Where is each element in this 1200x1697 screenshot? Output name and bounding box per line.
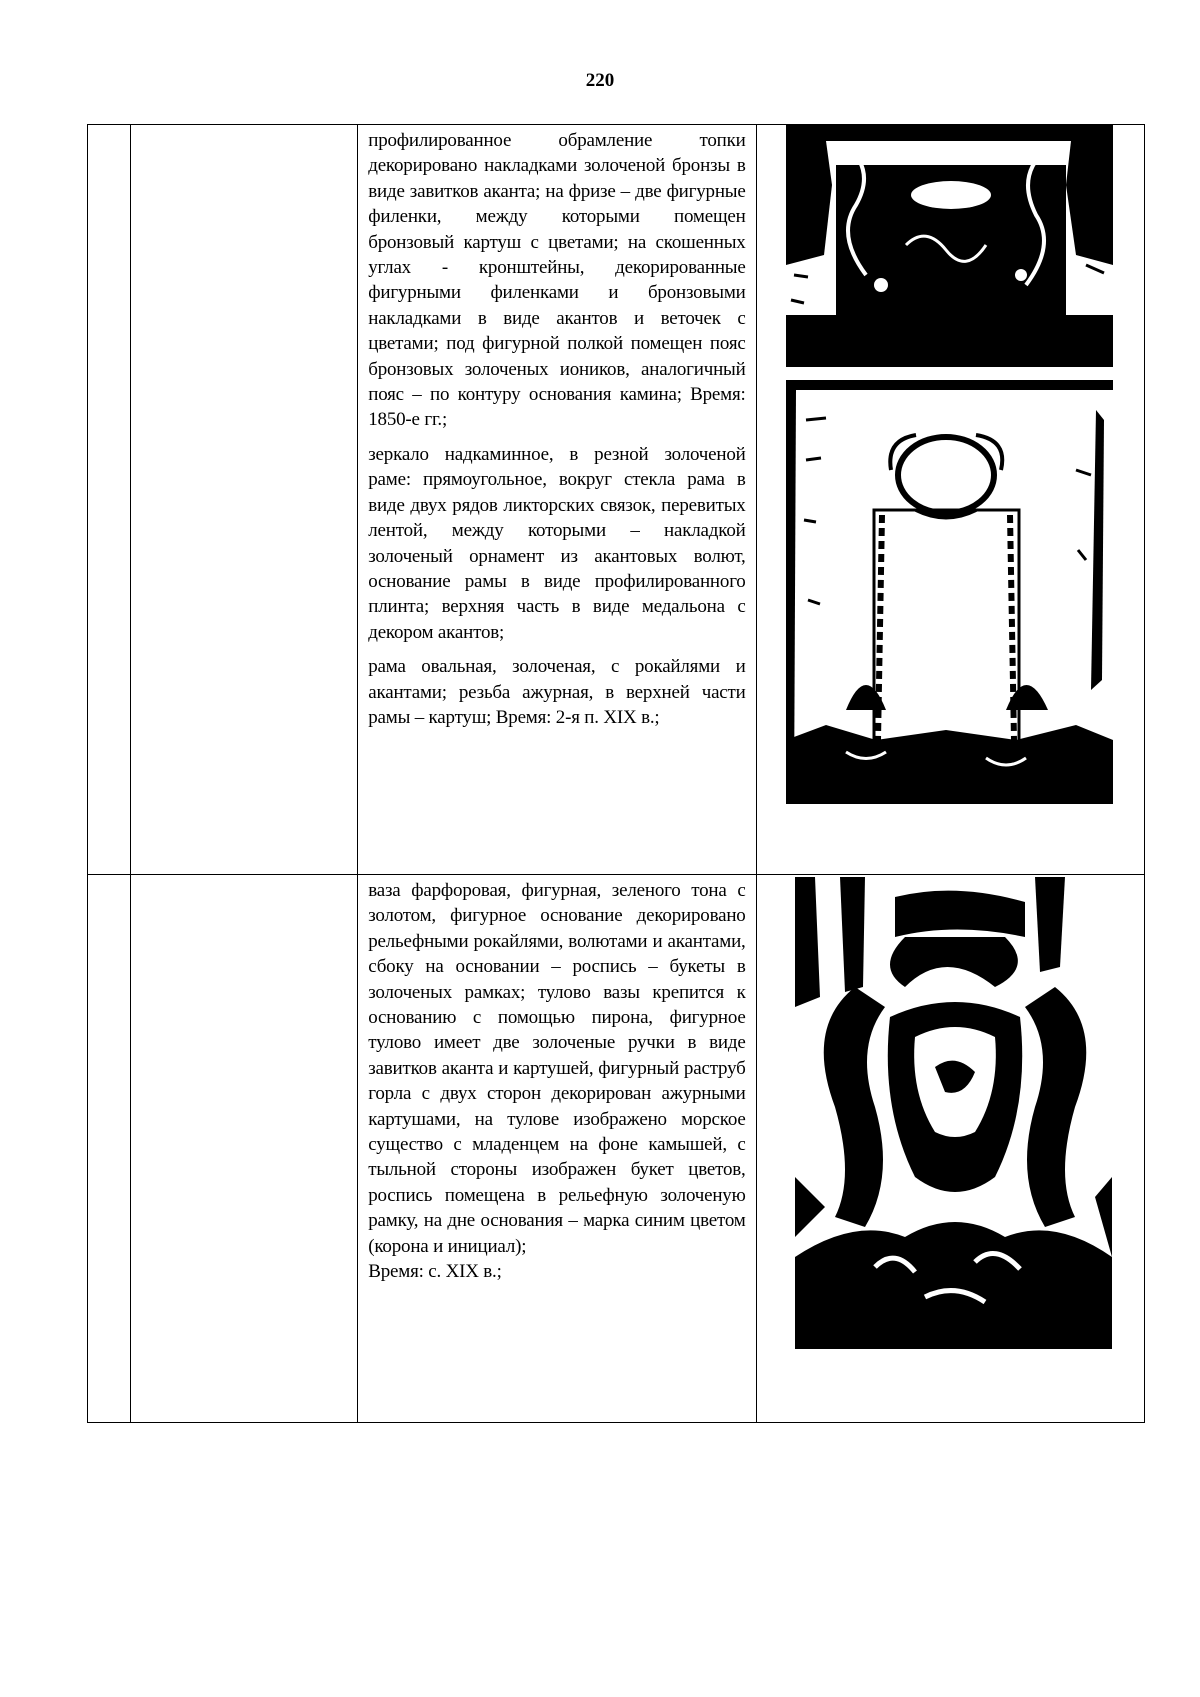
vase-photo <box>795 877 1112 1349</box>
vase-date: Время: с. XIX в.; <box>368 1261 502 1283</box>
number-cell <box>88 125 131 875</box>
mirror-description: зеркало надкаминное, в резной золоченой раме: прямоугольное, вокруг стекла рама в виде двух рядов ликторских связок, перевитых лентой, между которыми – накладкой золоченый орнамент из акантовых волют, основание рамы в виде профилированного плинта; верхняя часть в виде медальона с декором акантов; <box>368 443 746 643</box>
vase-description: ваза фарфоровая, фигурная, зеленого тона с золотом, фигурное основание декорировано рельефными рокайлями, волютами и акантами, сбоку на основании – роспись – букеты в золоченых рамках; тулово вазы крепится к основанию с помощью пирона, фигурное тулово имеет две золоченые ручки в виде завитков аканта и картушей, фигурный раструб горла с двух сторон декорирован ажурными картушами, на тулове изображено морское существо с младенцем на фоне камышей, с тыльной стороны изображен букет цветов, роспись помещена в рельефную золоченую рамку, на дне основания – марка синим цветом (корона и инициал); <box>368 880 746 1257</box>
photo-cell <box>756 125 1144 875</box>
page-number: 220 <box>585 70 615 91</box>
name-cell <box>131 125 358 875</box>
description-cell <box>358 875 756 1423</box>
register-table <box>87 124 1145 1423</box>
table-row <box>88 125 1145 875</box>
name-cell <box>131 875 358 1423</box>
table-row <box>88 875 1145 1423</box>
mirror-photo <box>786 380 1113 804</box>
number-cell <box>88 875 131 1423</box>
frame-description: рама овальная, золоченая, с рокайлями и акантами; резьба ажурная, в верхней части рамы – картуш; Время: 2-я п. XIX в.; <box>368 656 746 728</box>
description-cell <box>358 125 756 875</box>
photo-cell <box>756 875 1144 1423</box>
fireplace-photo <box>786 125 1113 367</box>
fireplace-description: профилированное обрамление топки декорировано накладками золоченой бронзы в виде завитков аканта; на фризе – две фигурные филенки, между которыми помещен бронзовый картуш с цветами; на скошенных углах - кронштейны, декорированные фигурными филенками и бронзовыми накладками в виде акантов и веточек с цветами; под фигурной полкой помещен пояс бронзовых золоченых иоников, аналогичный пояс – по контуру основания камина; Время: 1850-е гг.; <box>368 130 746 431</box>
